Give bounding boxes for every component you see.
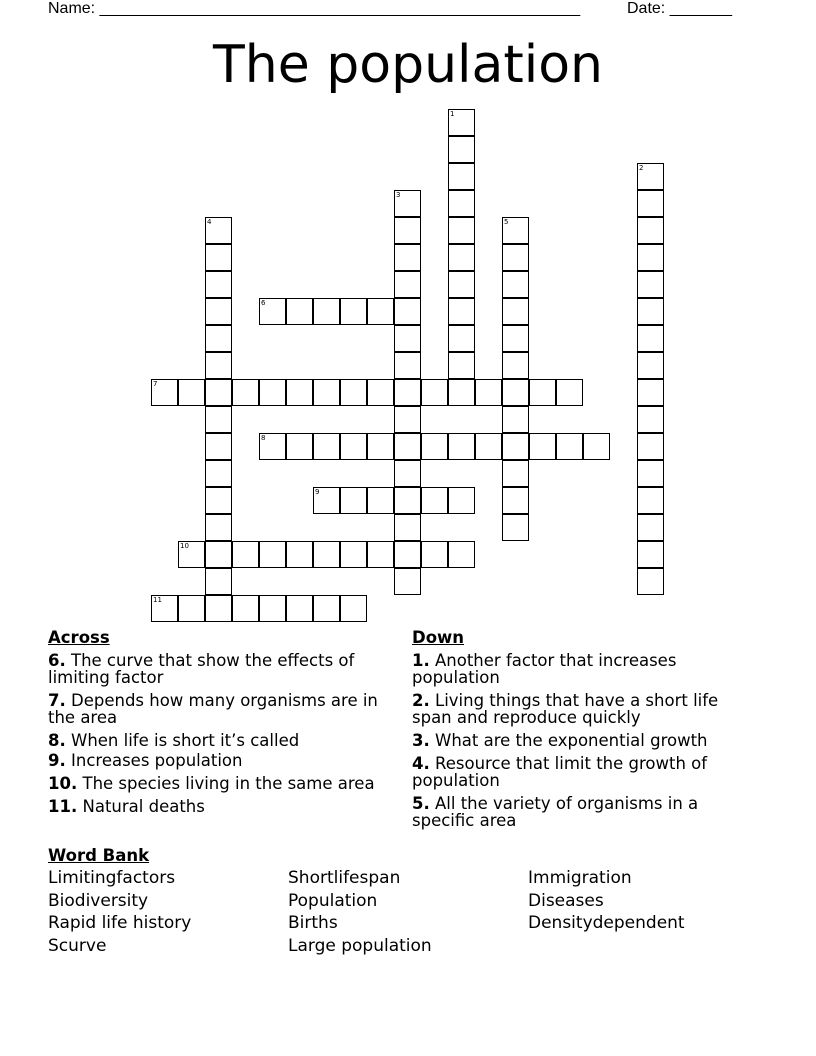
grid-cell[interactable] [394,298,421,325]
grid-cell[interactable] [205,271,232,298]
grid-cell[interactable] [394,190,421,217]
clue-number: 10 [180,542,189,550]
clue-number: 11 [153,596,162,604]
grid-cell[interactable] [259,595,286,622]
grid-cell[interactable] [637,352,664,379]
grid-cell[interactable] [286,298,313,325]
grid-cell[interactable] [259,433,286,460]
clue-number: 2 [639,164,644,172]
grid-cell[interactable] [205,244,232,271]
word-bank-item: Births [288,913,338,933]
grid-cell[interactable] [448,541,475,568]
clue-down-2: 2. Living things that have a short life span and reproduce quickly [412,691,719,727]
grid-cell[interactable] [637,541,664,568]
word-bank-item: Densitydependent [528,913,685,933]
grid-cell[interactable] [259,541,286,568]
grid-cell[interactable] [448,298,475,325]
grid-cell[interactable] [556,379,583,406]
grid-cell[interactable] [448,244,475,271]
grid-cell[interactable] [340,433,367,460]
clue-across-7: 7. Depends how many organisms are in the area [48,691,378,727]
grid-cell[interactable] [259,379,286,406]
grid-cell[interactable] [394,217,421,244]
grid-cell[interactable] [502,352,529,379]
down-heading: Down [412,628,465,647]
word-bank-item: Biodiversity [48,891,149,911]
word-bank-item: Population [288,891,378,911]
grid-cell[interactable] [448,217,475,244]
grid-cell[interactable] [394,271,421,298]
grid-cell[interactable] [637,568,664,595]
grid-cell[interactable] [340,298,367,325]
clue-across-9: 9. Increases population [48,751,243,770]
grid-cell[interactable] [313,541,340,568]
grid-cell[interactable] [313,379,340,406]
grid-cell[interactable] [286,595,313,622]
across-clues [48,628,398,821]
grid-cell[interactable] [367,433,394,460]
grid-cell[interactable] [502,271,529,298]
grid-cell[interactable] [340,541,367,568]
grid-cell[interactable] [394,433,421,460]
grid-cell[interactable] [205,379,232,406]
grid-cell[interactable] [259,298,286,325]
grid-cell[interactable] [205,433,232,460]
grid-cell[interactable] [421,433,448,460]
grid-cell[interactable] [637,217,664,244]
grid-cell[interactable] [178,379,205,406]
grid-cell[interactable] [205,568,232,595]
grid-cell[interactable] [637,460,664,487]
grid-cell[interactable] [421,379,448,406]
grid-cell[interactable] [394,460,421,487]
word-bank-item: Rapid life history [48,913,192,933]
grid-cell[interactable] [502,406,529,433]
grid-cell[interactable] [421,487,448,514]
grid-cell[interactable] [286,433,313,460]
grid-cell[interactable] [502,379,529,406]
grid-cell[interactable] [502,487,529,514]
grid-cell[interactable] [394,568,421,595]
grid-cell[interactable] [394,325,421,352]
grid-cell[interactable] [448,190,475,217]
grid-cell[interactable] [637,379,664,406]
grid-cell[interactable] [205,217,232,244]
grid-cell[interactable] [502,514,529,541]
grid-cell[interactable] [421,541,448,568]
clue-down-1: 1. Another factor that increases population [412,651,677,687]
grid-cell[interactable] [637,244,664,271]
grid-cell[interactable] [637,433,664,460]
grid-cell[interactable] [637,271,664,298]
grid-cell[interactable] [637,514,664,541]
grid-cell[interactable] [205,406,232,433]
grid-cell[interactable] [178,595,205,622]
grid-cell[interactable] [394,487,421,514]
clue-number: 5 [504,218,509,226]
grid-cell[interactable] [394,244,421,271]
grid-cell[interactable] [502,217,529,244]
word-bank-heading: Word Bank [48,846,150,865]
grid-cell[interactable] [151,379,178,406]
grid-cell[interactable] [448,433,475,460]
grid-cell[interactable] [502,433,529,460]
grid-cell[interactable] [583,433,610,460]
grid-cell[interactable] [637,298,664,325]
grid-cell[interactable] [286,541,313,568]
grid-cell[interactable] [340,595,367,622]
grid-cell[interactable] [394,541,421,568]
grid-cell[interactable] [448,271,475,298]
grid-cell[interactable] [205,325,232,352]
clue-down-4: 4. Resource that limit the growth of population [412,754,708,790]
grid-cell[interactable] [529,433,556,460]
grid-cell[interactable] [286,379,313,406]
grid-cell[interactable] [637,163,664,190]
clue-across-11: 11. Natural deaths [48,797,205,816]
clue-down-5: 5. All the variety of organisms in a specific area [412,794,699,830]
clue-across-6: 6. The curve that show the effects of limiting factor [48,651,355,687]
grid-cell[interactable] [313,487,340,514]
grid-cell[interactable] [313,433,340,460]
word-bank-item: Immigration [528,868,632,888]
clue-number: 7 [153,380,158,388]
grid-cell[interactable] [448,136,475,163]
grid-cell[interactable] [205,487,232,514]
grid-cell[interactable] [205,541,232,568]
clue-number: 4 [207,218,212,226]
grid-cell[interactable] [367,541,394,568]
clue-down-3: 3. What are the exponential growth [412,731,708,750]
grid-cell[interactable] [448,487,475,514]
down-clues [412,628,752,835]
grid-cell[interactable] [502,460,529,487]
grid-cell[interactable] [151,595,178,622]
grid-cell[interactable] [502,298,529,325]
clue-number: 8 [261,434,266,442]
word-bank-item: Diseases [528,891,604,911]
grid-cell[interactable] [637,190,664,217]
grid-cell[interactable] [448,379,475,406]
grid-cell[interactable] [367,379,394,406]
clue-number: 1 [450,110,455,118]
grid-cell[interactable] [475,433,502,460]
grid-cell[interactable] [502,325,529,352]
grid-cell[interactable] [205,514,232,541]
clue-number: 9 [315,488,320,496]
grid-cell[interactable] [394,352,421,379]
grid-cell[interactable] [205,460,232,487]
grid-cell[interactable] [232,595,259,622]
grid-cell[interactable] [637,487,664,514]
grid-cell[interactable] [637,406,664,433]
grid-cell[interactable] [394,514,421,541]
grid-cell[interactable] [367,298,394,325]
grid-cell[interactable] [367,487,394,514]
word-bank-item: Shortlifespan [288,868,401,888]
grid-cell[interactable] [448,109,475,136]
grid-cell[interactable] [448,163,475,190]
grid-cell[interactable] [637,325,664,352]
grid-cell[interactable] [502,244,529,271]
grid-cell[interactable] [394,379,421,406]
grid-cell[interactable] [394,406,421,433]
grid-cell[interactable] [475,379,502,406]
grid-cell[interactable] [313,595,340,622]
grid-cell[interactable] [313,298,340,325]
page-title: The population [213,35,603,95]
grid-cell[interactable] [232,541,259,568]
grid-cell[interactable] [205,352,232,379]
grid-cell[interactable] [448,325,475,352]
grid-cell[interactable] [448,352,475,379]
word-bank-item: Scurve [48,936,107,956]
grid-cell[interactable] [340,487,367,514]
grid-cell[interactable] [340,379,367,406]
word-bank-item: Large population [288,936,432,956]
clue-across-10: 10. The species living in the same area [48,774,375,793]
grid-cell[interactable] [205,595,232,622]
grid-cell[interactable] [178,541,205,568]
across-heading: Across [48,628,110,647]
name-field-line: Name: ______________________________________________________ [48,0,581,17]
clue-across-8: 8. When life is short it’s called [48,731,300,750]
grid-cell[interactable] [556,433,583,460]
clue-number: 3 [396,191,401,199]
grid-cell[interactable] [205,298,232,325]
grid-cell[interactable] [232,379,259,406]
date-field-line: Date: _______ [627,0,732,17]
clue-number: 6 [261,299,266,307]
word-bank-item: Limitingfactors [48,868,176,888]
grid-cell[interactable] [529,379,556,406]
